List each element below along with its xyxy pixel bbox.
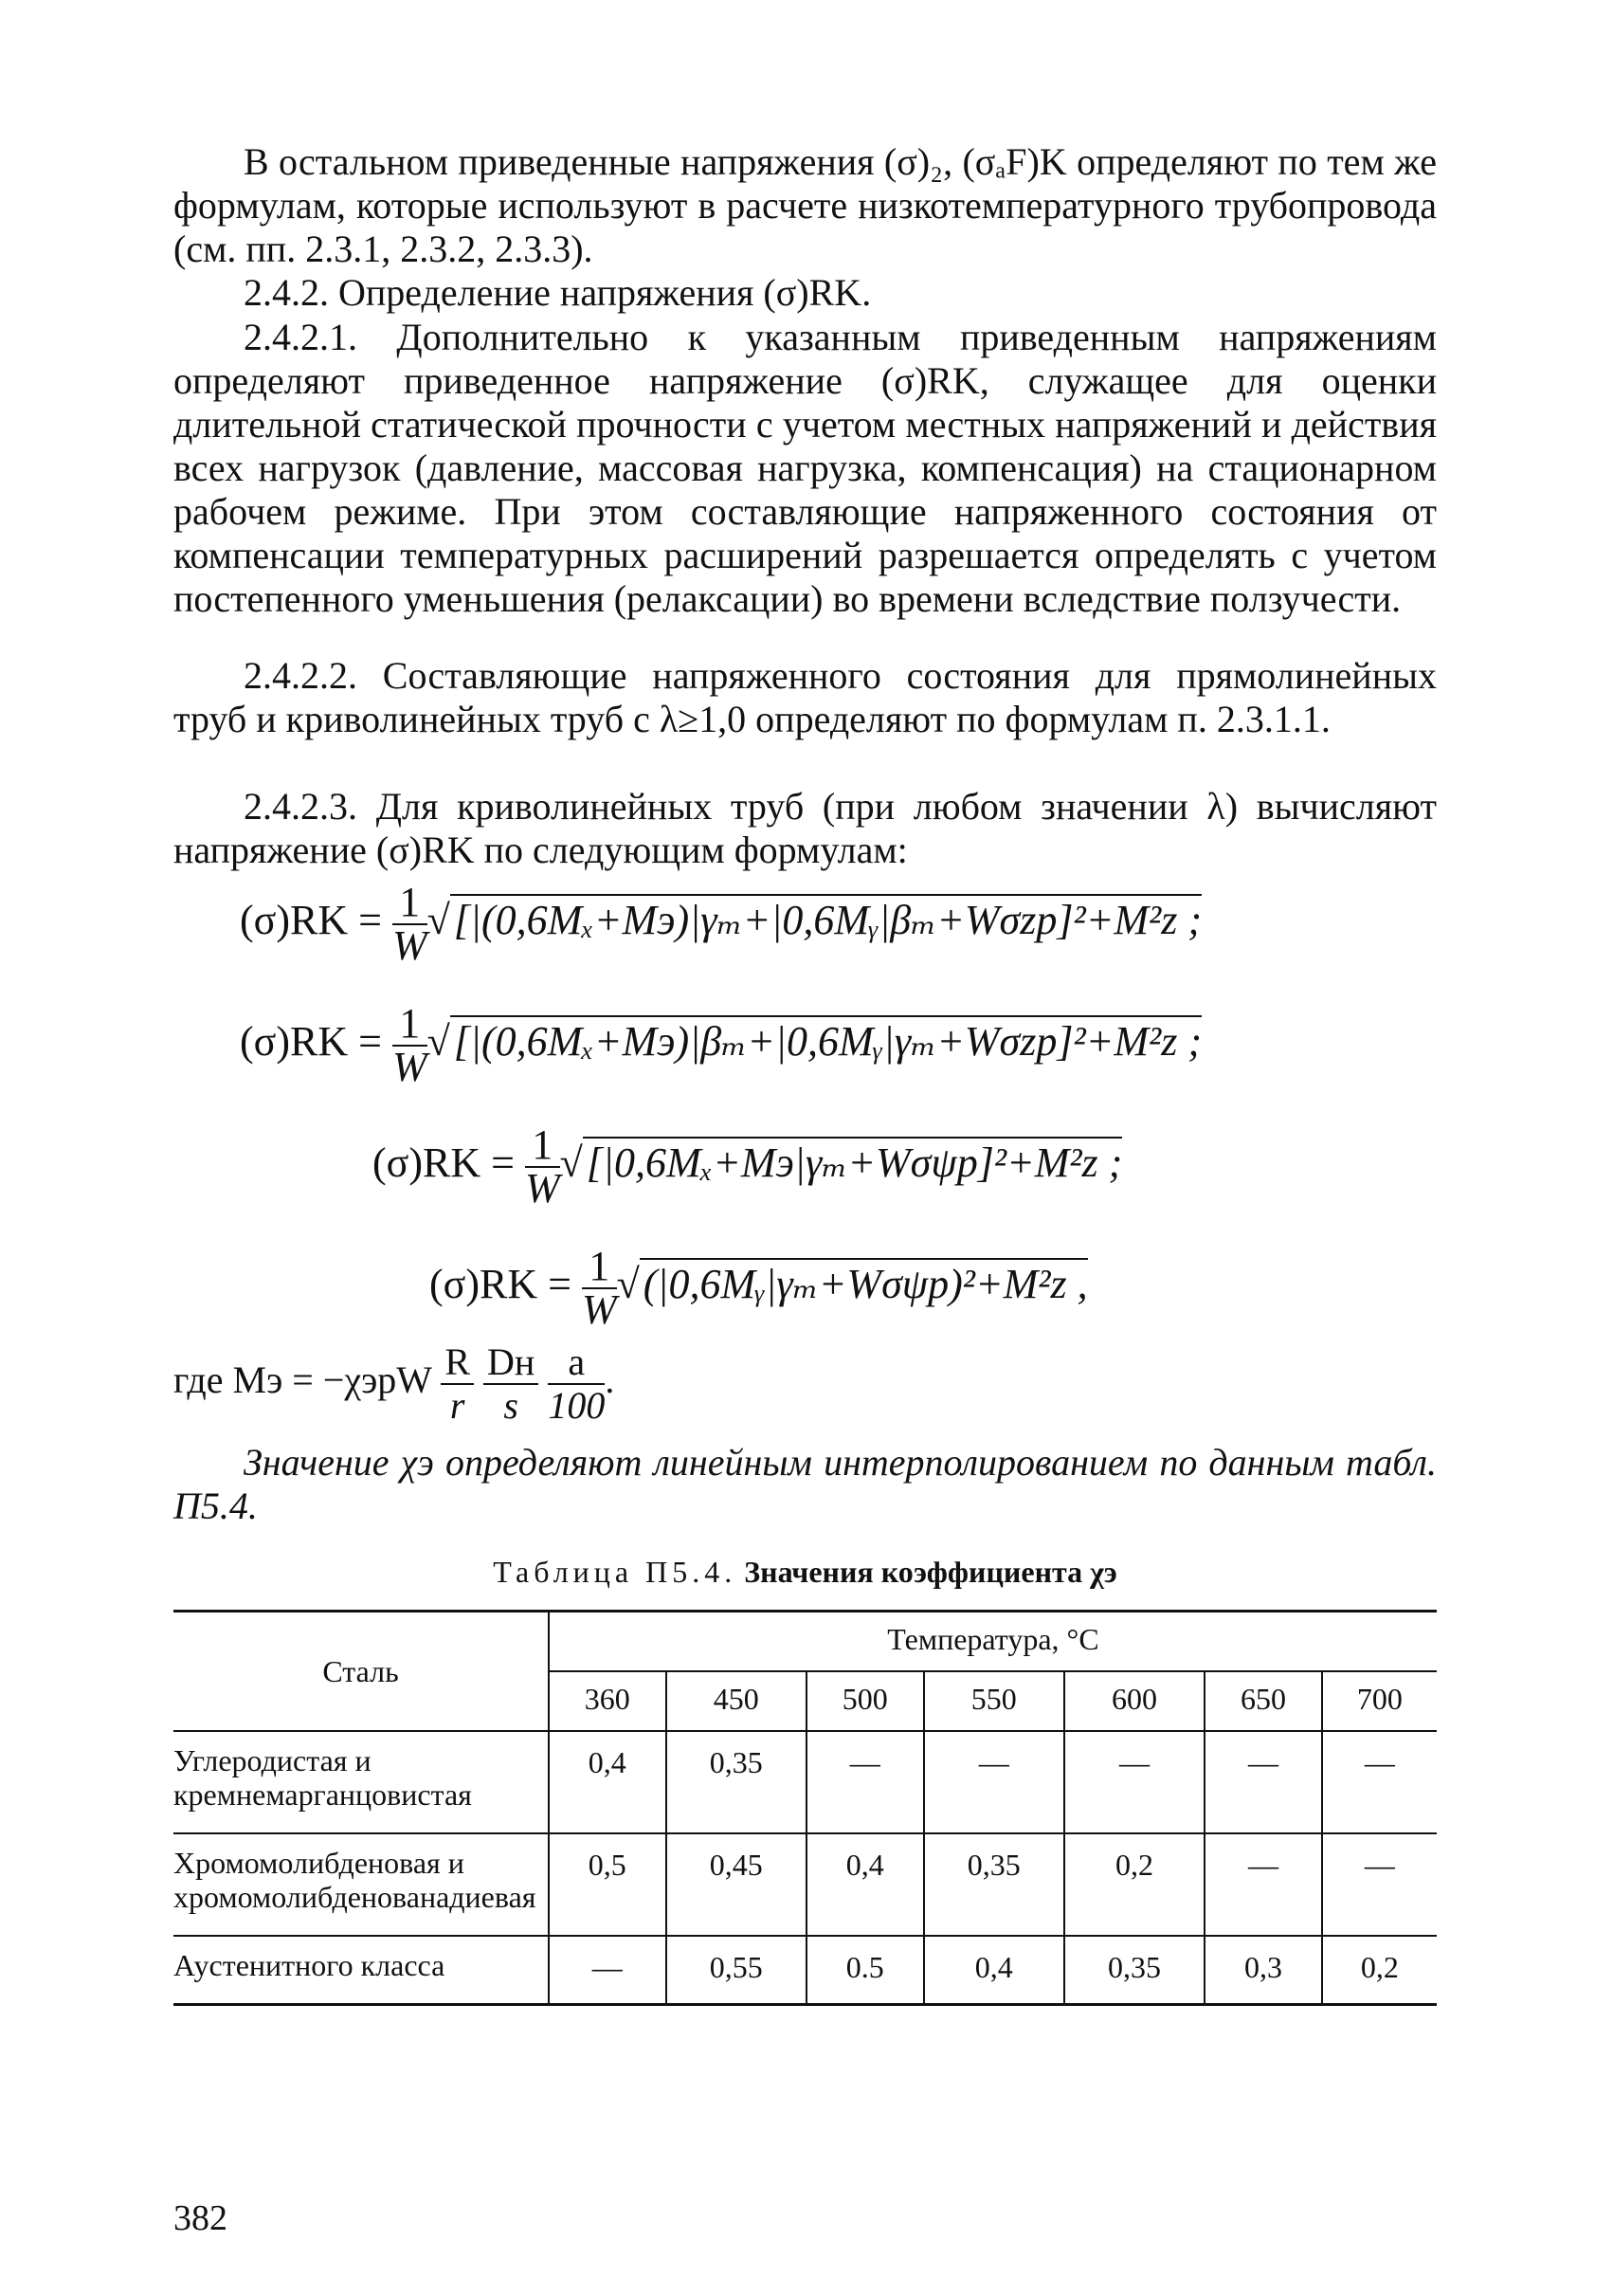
- formula-lhs: (σ)RK =: [240, 897, 382, 944]
- fraction-numerator: 1: [582, 1246, 617, 1289]
- table-cell: 0,3: [1205, 1936, 1322, 2005]
- temp-header: 500: [806, 1671, 924, 1731]
- table-cell: —: [1205, 1833, 1322, 1936]
- formula-radicand: [|(0,6Mₓ+Mэ)|βₘ+|0,6Mᵧ|γₘ+Wσzp]²+M²z ;: [450, 1015, 1202, 1066]
- table-cell: 0,45: [666, 1833, 806, 1936]
- fraction: [391, 879, 427, 969]
- table-cell: 0,55: [666, 1936, 806, 2005]
- paragraph-2-4-2-1: 2.4.2.1. Дополнительно к указанным приведенным напряжениям определяют приведенное напряжение (σ)RK, служащее для оценки длительной статической прочности с учетом местных напряжений и действия всех нагрузок (давление, массовая нагрузка, компенсация) на стационарном рабочем режиме. При этом составляющие напряженного состояния от компенсации температурных расширений разрешается определять с учетом постепенного уменьшения (релаксации) во времени вследствие ползучести.: [173, 316, 1437, 620]
- table-cell: 0,4: [549, 1731, 666, 1833]
- page-number: 382: [173, 2198, 227, 2238]
- formula-radicand: [|0,6Mₓ+Mэ|γₘ+Wσψp]²+M²z ;: [583, 1137, 1123, 1187]
- table-cell: 0,5: [549, 1833, 666, 1936]
- column-header-temperature: Температура, °С: [549, 1612, 1437, 1672]
- formula-lhs: (σ)RK =: [372, 1139, 515, 1187]
- table-cell: 0,2: [1064, 1833, 1205, 1936]
- table-cell: 0,2: [1322, 1936, 1437, 2005]
- paragraph-intro: В остальном приведенные напряжения (σ)₂, (σₐF)K определяют по тем же формулам, которые используют в расчете низкотемпературного трубопровода (см. пп. 2.3.1, 2.3.2, 2.3.3).: [173, 140, 1437, 270]
- fraction-denominator: W: [391, 922, 427, 969]
- table-cell: —: [1322, 1833, 1437, 1936]
- section-heading-2-4-2: 2.4.2. Определение напряжения (σ)RK.: [244, 271, 872, 314]
- table-cell: 0,4: [924, 1936, 1064, 2005]
- formula-3: (σ)RK = $\frac{1}{W}$ √[|0,6Mₓ+Mэ|γₘ+Wσψp]²+M²z ;: [372, 1121, 1123, 1212]
- fraction-denominator: r: [449, 1384, 465, 1427]
- table-row: [173, 1936, 1437, 2005]
- fraction: [391, 1000, 427, 1090]
- temp-header: 600: [1064, 1671, 1205, 1731]
- temp-header: 700: [1322, 1671, 1437, 1731]
- fraction: [483, 1341, 538, 1427]
- table-caption-label: Таблица П5.4.: [493, 1555, 737, 1589]
- paragraph-2-4-2-3: 2.4.2.3. Для криволинейных труб (при любом значении λ) вычисляют напряжение (σ)RK по следующим формулам:: [173, 785, 1437, 871]
- coefficient-table: [173, 1610, 1437, 2006]
- steel-name: Хромомолибденовая и хромомолибденованадиевая: [173, 1833, 549, 1936]
- fraction-numerator: 1: [392, 882, 427, 925]
- column-header-steel: Сталь: [173, 1612, 549, 1732]
- table-cell: —: [806, 1731, 924, 1833]
- table-cell: —: [924, 1731, 1064, 1833]
- formula-4: (σ)RK = $\frac{1}{W}$ √(|0,6Mᵧ|γₘ+Wσψp)²+M²z ,: [429, 1243, 1088, 1333]
- steel-name: Углеродистая и кремнемарганцовистая: [173, 1731, 549, 1833]
- where-definition: где Mэ = −χэpW $\frac{R}{r}$ $\frac{Dн}{s}$ $\frac{a}{100}$ .: [173, 1340, 615, 1427]
- table-row: [173, 1833, 1437, 1936]
- temp-header: 450: [666, 1671, 806, 1731]
- fraction-numerator: R: [441, 1341, 474, 1385]
- fraction-numerator: a: [548, 1341, 605, 1385]
- temp-header: 360: [549, 1671, 666, 1731]
- table-cell: 0,35: [1064, 1936, 1205, 2005]
- fraction-denominator: s: [503, 1384, 518, 1427]
- temp-header: 650: [1205, 1671, 1322, 1731]
- paragraph-2-4-2-2: 2.4.2.2. Составляющие напряженного состояния для прямолинейных труб и криволинейных труб с λ≥1,0 определяют по формулам п. 2.3.1.1.: [173, 654, 1437, 740]
- table-cell: —: [1064, 1731, 1205, 1833]
- fraction-denominator: W: [581, 1286, 617, 1333]
- table-caption-title: Значения коэффициента χэ: [744, 1555, 1117, 1589]
- table-caption: [173, 1555, 1437, 1590]
- temp-header: 550: [924, 1671, 1064, 1731]
- table-cell: 0.5: [806, 1936, 924, 2005]
- fraction-denominator: W: [391, 1044, 427, 1090]
- fraction-denominator: 100: [548, 1384, 606, 1427]
- steel-name: Аустенитного класса: [173, 1936, 549, 2005]
- table-cell: —: [549, 1936, 666, 2005]
- table-header-row: [173, 1612, 1437, 1672]
- formula-lhs: (σ)RK =: [240, 1018, 382, 1066]
- formula-radicand: (|0,6Mᵧ|γₘ+Wσψp)²+M²z ,: [640, 1258, 1088, 1308]
- fraction: [441, 1341, 474, 1427]
- formula-2: (σ)RK = $\frac{1}{W}$ √[|(0,6Mₓ+Mэ)|βₘ+|0,6Mᵧ|γₘ+Wσzp]²+M²z ;: [240, 1000, 1202, 1090]
- fraction-denominator: W: [524, 1165, 560, 1212]
- fraction: [581, 1243, 617, 1333]
- table-cell: 0,35: [924, 1833, 1064, 1936]
- table-row: [173, 1731, 1437, 1833]
- interpolation-note: Значение χэ определяют линейным интерполированием по данным табл. П5.4.: [173, 1441, 1437, 1527]
- fraction-numerator: Dн: [483, 1341, 538, 1385]
- formula-radicand: [|(0,6Mₓ+Mэ)|γₘ+|0,6Mᵧ|βₘ+Wσzp]²+M²z ;: [450, 894, 1202, 944]
- fraction-numerator: 1: [392, 1003, 427, 1047]
- where-lead: где Mэ = −χэpW: [173, 1358, 432, 1402]
- table-cell: —: [1205, 1731, 1322, 1833]
- table-cell: 0,4: [806, 1833, 924, 1936]
- fraction-numerator: 1: [525, 1124, 560, 1168]
- formula-1: (σ)RK = $\frac{1}{W}$ √[|(0,6Mₓ+Mэ)|γₘ+|0,6Mᵧ|βₘ+Wσzp]²+M²z ;: [240, 879, 1202, 969]
- formula-lhs: (σ)RK =: [429, 1261, 571, 1308]
- table-cell: 0,35: [666, 1731, 806, 1833]
- fraction: [524, 1121, 560, 1212]
- table-cell: —: [1322, 1731, 1437, 1833]
- fraction: [548, 1341, 605, 1427]
